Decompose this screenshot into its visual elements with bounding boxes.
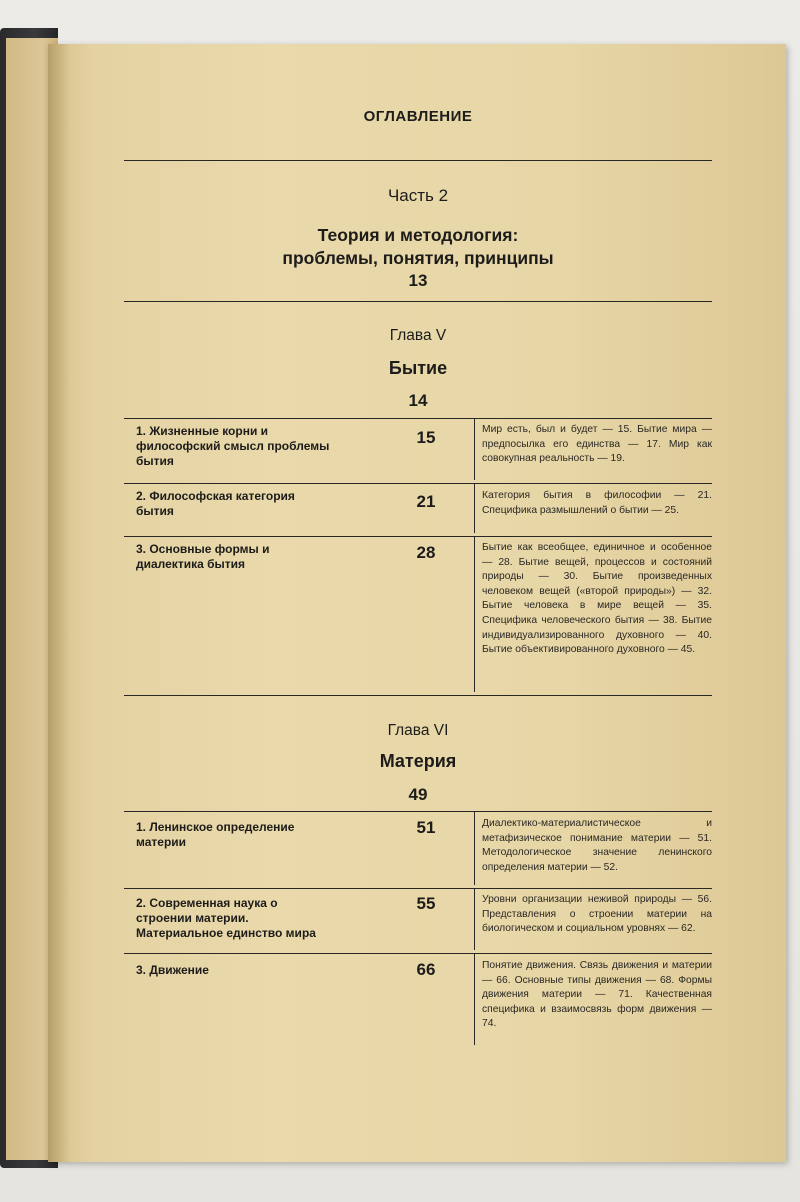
column-rule [474,811,475,885]
table-rule [124,483,712,484]
section-title: 1. Ленинское определение материи [136,820,295,849]
section-title: 2. Современная наука о строении материи. Материальное единство мира [136,896,316,940]
chapter-page-number: 14 [408,391,428,410]
table-rule [124,953,712,954]
section-page-number: 66 [416,960,436,979]
part-label: Часть 2 [387,186,449,205]
section-page-number: 21 [416,492,436,511]
table-rule [124,418,712,419]
page-gutter-shadow [48,44,70,1162]
chapter-label: Глава V [389,327,447,344]
divider [124,160,712,161]
section-page-number: 55 [416,894,436,913]
column-rule [474,418,475,480]
section-title: 3. Движение [136,963,209,977]
section-description: Диалектико-материалистическое и метафизическое понимание материи — 51. Методологическое значение ленинского определения материи — 52. [482,818,712,873]
section-description: Уровни организации неживой природы — 56. Представления о строении материи на биологическом и социальном уровнях — 62. [482,894,712,935]
column-rule [474,483,475,533]
toc-heading: ОГЛАВЛЕНИЕ [363,108,473,125]
section-description: Бытие как всеобщее, единичное и особенное — 28. Бытие вещей, процессов и состояний природы — 30. Бытие произведенных человеком вещей («второй природы») — 32. Бытие человека в мире вещей — 35. Специфика человеческого бытия — 38. Бытие индивидуализированного духовного — 40. Бытие объективированного духовного — 45. [482,542,712,656]
section-page-number: 28 [416,543,436,562]
chapter-title: Бытие [388,358,448,378]
section-title: 1. Жизненные корни и философский смысл проблемы бытия [136,424,330,468]
section-page-number: 15 [416,428,436,447]
section-description: Мир есть, был и будет — 15. Бытие мира — предпосылка его единства — 17. Мир как совокупная реальность — 19. [482,424,712,465]
part-title-line: проблемы, понятия, принципы [282,248,554,268]
chapter-page-number: 49 [408,785,428,804]
section-description: Понятие движения. Связь движения и материи — 66. Основные типы движения — 68. Формы движения материи — 71. Качественная специфика и взаимосвязь форм движения — 74. [482,960,712,1030]
table-rule [124,888,712,889]
table-rule [124,536,712,537]
table-rule [124,811,712,812]
section-page-number: 51 [416,818,436,837]
part-title-line: Теория и методология: [317,225,519,245]
chapter-title: Материя [379,751,457,771]
part-page-number: 13 [408,271,428,290]
column-rule [474,953,475,1045]
section-title: 2. Философская категория бытия [136,489,295,518]
section-title: 3. Основные формы и диалектика бытия [136,542,270,571]
divider [124,301,712,302]
divider [124,695,712,696]
part-title [124,224,712,270]
chapter-label: Глава VI [387,722,449,739]
column-rule [474,536,475,692]
section-description: Категория бытия в философии — 21. Специфика размышлений о бытии — 25. [482,490,712,516]
column-rule [474,888,475,950]
